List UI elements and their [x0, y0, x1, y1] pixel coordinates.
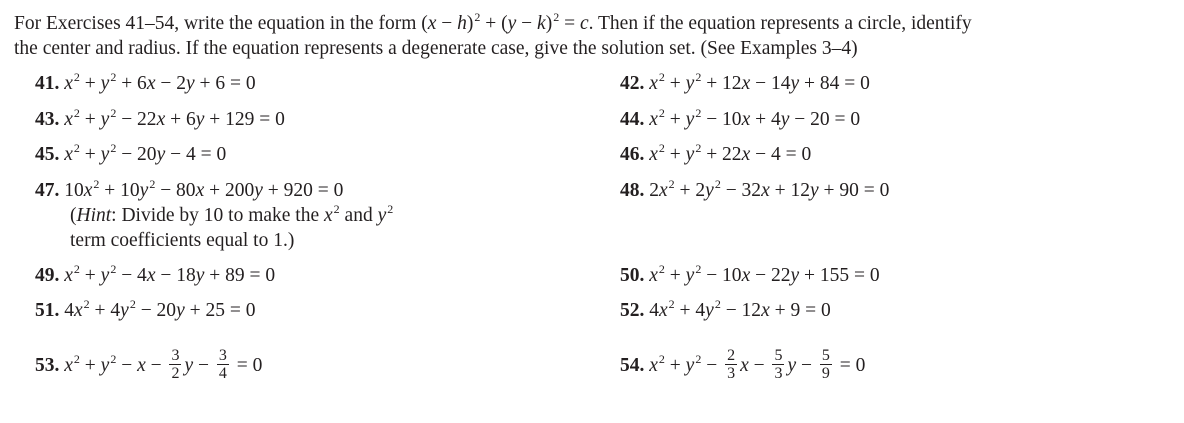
- instructions-line-1: [14, 12, 1174, 37]
- var: x: [137, 354, 146, 376]
- term: −: [796, 354, 817, 376]
- term: +: [664, 73, 686, 94]
- term: −: [193, 354, 214, 376]
- exercise-54: [620, 349, 865, 384]
- var: y: [100, 354, 110, 376]
- exercise-number: 52.: [620, 300, 645, 321]
- hint-text: (: [70, 205, 77, 226]
- term: − 10: [701, 109, 742, 130]
- term: + 12: [769, 180, 810, 201]
- exponent: 2: [714, 177, 721, 191]
- var: x: [659, 180, 668, 201]
- exercise-48: [620, 179, 889, 204]
- fraction: [772, 347, 784, 382]
- exercise-number: 48.: [620, 180, 645, 201]
- exponent: 2: [110, 351, 117, 366]
- exponent: 2: [73, 70, 80, 84]
- denominator: 4: [218, 365, 227, 382]
- term: + 200: [204, 180, 255, 201]
- exponent: 2: [387, 202, 394, 216]
- term: − 4: [116, 265, 147, 286]
- term: − 14: [750, 73, 791, 94]
- exponent: 2: [110, 262, 117, 276]
- var: x: [64, 144, 73, 165]
- exercise-number: 46.: [620, 144, 645, 165]
- exponent: 2: [658, 70, 665, 84]
- term: −: [116, 354, 138, 376]
- instr-text: ): [545, 13, 553, 34]
- term: − 10: [701, 265, 742, 286]
- var: y: [685, 73, 695, 94]
- denominator: 3: [727, 365, 736, 382]
- var: y: [139, 180, 149, 201]
- exercise-number: 43.: [35, 109, 60, 130]
- exercise-number: 42.: [620, 73, 645, 94]
- exponent: 2: [110, 70, 117, 84]
- instr-var: y: [507, 13, 517, 34]
- var: y: [254, 180, 263, 201]
- term: 10: [64, 180, 84, 201]
- var: x: [649, 354, 658, 376]
- fraction: [169, 347, 181, 382]
- var: x: [649, 109, 658, 130]
- exponent: 2: [73, 262, 80, 276]
- exponent: 2: [668, 177, 675, 191]
- exponent: 2: [110, 141, 117, 155]
- instructions: [14, 12, 1174, 61]
- instr-text: −: [436, 13, 458, 34]
- term: +: [79, 109, 101, 130]
- var: x: [649, 144, 658, 165]
- term: + 4: [750, 109, 781, 130]
- exponent: 2: [695, 70, 702, 84]
- var: x: [741, 73, 751, 94]
- exercise-number: 47.: [35, 180, 60, 201]
- term: − 18: [155, 265, 196, 286]
- exercise-number: 49.: [35, 265, 60, 286]
- exponent: 2: [83, 297, 90, 311]
- term: − 22: [750, 265, 791, 286]
- var: x: [761, 300, 770, 321]
- instr-text: For Exercises 41–54, write the equation in the form (: [14, 13, 428, 34]
- exercise-number: 53.: [35, 354, 60, 376]
- term: + 6: [116, 73, 147, 94]
- exponent: 2: [93, 177, 100, 191]
- fraction: [217, 347, 229, 382]
- var: y: [100, 144, 110, 165]
- term: = 0: [231, 354, 263, 376]
- term: +: [79, 144, 101, 165]
- term: + 84 = 0: [799, 73, 870, 94]
- hint-text: : Divide by 10 to make the: [111, 205, 325, 226]
- term: + 9 = 0: [769, 300, 831, 321]
- numerator: 5: [821, 347, 830, 364]
- term: +: [664, 265, 686, 286]
- term: + 4: [89, 300, 121, 321]
- var: y: [195, 265, 205, 286]
- var: y: [780, 109, 790, 130]
- term: − 12: [720, 300, 762, 321]
- term: −: [145, 354, 167, 376]
- var: x: [740, 354, 749, 376]
- var: x: [146, 73, 156, 94]
- instr-text: −: [516, 13, 538, 34]
- term: 4: [649, 300, 659, 321]
- var: y: [156, 144, 166, 165]
- var: x: [64, 73, 73, 94]
- var: y: [377, 205, 387, 226]
- term: 4: [64, 300, 74, 321]
- numerator: 5: [774, 347, 783, 364]
- term: 2: [649, 180, 659, 201]
- var: x: [659, 300, 668, 321]
- exercise-52: [620, 299, 831, 324]
- numerator: 3: [218, 347, 227, 364]
- exponent: 2: [658, 262, 665, 276]
- term: + 90 = 0: [818, 180, 890, 201]
- instr-var: h: [457, 13, 467, 34]
- var: x: [64, 109, 73, 130]
- term: − 4 = 0: [165, 144, 227, 165]
- var: x: [649, 73, 658, 94]
- term: + 6: [165, 109, 196, 130]
- fraction: [725, 347, 737, 382]
- term: − 80: [155, 180, 196, 201]
- var: y: [809, 180, 819, 201]
- instr-var: k: [537, 13, 546, 34]
- exercise-number: 44.: [620, 109, 645, 130]
- exponent: 2: [695, 262, 702, 276]
- denominator: 3: [774, 365, 783, 382]
- var: y: [685, 109, 695, 130]
- denominator: 2: [171, 365, 180, 382]
- var: y: [100, 73, 110, 94]
- term: − 2: [155, 73, 186, 94]
- numerator: 2: [727, 347, 736, 364]
- term: = 0: [834, 354, 866, 376]
- term: − 20 = 0: [789, 109, 861, 130]
- var: x: [74, 300, 83, 321]
- exponent: 2: [695, 351, 702, 366]
- term: +: [79, 354, 101, 376]
- instructions-line-2: the center and radius. If the equation represents a degenerate case, give the solution set. (See Examples 3–4): [14, 38, 858, 59]
- var: x: [64, 265, 73, 286]
- instr-exponent: 2: [474, 10, 481, 24]
- hint-text: and: [339, 205, 378, 226]
- var: y: [185, 73, 195, 94]
- var: x: [64, 354, 73, 376]
- exponent: 2: [668, 297, 675, 311]
- var: y: [195, 109, 205, 130]
- var: y: [184, 354, 194, 376]
- exponent: 2: [73, 106, 80, 120]
- var: y: [100, 265, 110, 286]
- term: − 20: [116, 144, 157, 165]
- var: x: [741, 265, 751, 286]
- term: +: [664, 109, 686, 130]
- instr-text: + (: [480, 13, 508, 34]
- exponent: 2: [73, 141, 80, 155]
- hint-label: Hint: [76, 205, 112, 226]
- exponent: 2: [110, 106, 117, 120]
- exercise-47-hint-line-1: [70, 204, 393, 229]
- instr-exponent: 2: [553, 10, 560, 24]
- var: x: [649, 265, 658, 286]
- exercise-44: [620, 108, 860, 133]
- term: + 129 = 0: [204, 109, 285, 130]
- fraction: [820, 347, 832, 382]
- var: x: [83, 180, 93, 201]
- term: +: [664, 354, 686, 376]
- term: + 6 = 0: [194, 73, 256, 94]
- term: + 4: [674, 300, 706, 321]
- exercise-42: [620, 72, 870, 97]
- exercise-53: [35, 349, 262, 384]
- instr-var: c: [579, 13, 589, 34]
- term: −: [748, 354, 770, 376]
- var: y: [120, 300, 129, 321]
- exercise-41: [35, 72, 256, 97]
- exercise-50: [620, 264, 880, 289]
- term: +: [664, 144, 686, 165]
- var: x: [761, 180, 770, 201]
- var: x: [324, 205, 333, 226]
- term: + 25 = 0: [184, 300, 256, 321]
- exponent: 2: [714, 297, 721, 311]
- var: x: [146, 265, 156, 286]
- exercise-47: [35, 179, 343, 204]
- term: −: [701, 354, 723, 376]
- term: + 155 = 0: [799, 265, 880, 286]
- term: − 20: [135, 300, 177, 321]
- var: y: [176, 300, 185, 321]
- exponent: 2: [149, 177, 156, 191]
- term: − 22: [116, 109, 157, 130]
- term: + 12: [701, 73, 742, 94]
- exercise-number: 50.: [620, 265, 645, 286]
- instr-text: =: [559, 13, 580, 34]
- term: + 920 = 0: [262, 180, 344, 201]
- var: y: [685, 354, 695, 376]
- term: − 32: [720, 180, 762, 201]
- exponent: 2: [658, 106, 665, 120]
- var: y: [787, 354, 797, 376]
- var: y: [100, 109, 110, 130]
- var: y: [685, 144, 695, 165]
- exponent: 2: [333, 202, 340, 216]
- term: + 2: [674, 180, 706, 201]
- term: + 22: [701, 144, 742, 165]
- exercise-45: [35, 143, 226, 168]
- exercise-number: 54.: [620, 354, 645, 376]
- term: + 10: [99, 180, 140, 201]
- exercise-number: 45.: [35, 144, 60, 165]
- exercise-number: 41.: [35, 73, 60, 94]
- exercise-number: 51.: [35, 300, 60, 321]
- term: +: [79, 73, 101, 94]
- exercise-49: [35, 264, 275, 289]
- exponent: 2: [658, 351, 665, 366]
- exponent: 2: [658, 141, 665, 155]
- instr-var: x: [427, 13, 437, 34]
- term: + 89 = 0: [204, 265, 276, 286]
- var: x: [741, 144, 751, 165]
- instr-text: . Then if the equation represents a circle, identify: [588, 13, 972, 34]
- term: +: [79, 265, 101, 286]
- exercise-51: [35, 299, 255, 324]
- var: y: [705, 300, 714, 321]
- exercise-43: [35, 108, 285, 133]
- exponent: 2: [73, 351, 80, 366]
- var: y: [790, 73, 800, 94]
- var: x: [156, 109, 166, 130]
- var: x: [741, 109, 751, 130]
- var: y: [685, 265, 695, 286]
- exponent: 2: [695, 106, 702, 120]
- term: − 4 = 0: [750, 144, 812, 165]
- exponent: 2: [695, 141, 702, 155]
- exponent: 2: [129, 297, 136, 311]
- var: x: [195, 180, 205, 201]
- exercise-46: [620, 143, 811, 168]
- instr-text: ): [466, 13, 474, 34]
- exercise-47-hint-line-2: term coefficients equal to 1.): [70, 230, 295, 251]
- var: y: [790, 265, 800, 286]
- numerator: 3: [171, 347, 180, 364]
- denominator: 9: [821, 365, 830, 382]
- var: y: [705, 180, 714, 201]
